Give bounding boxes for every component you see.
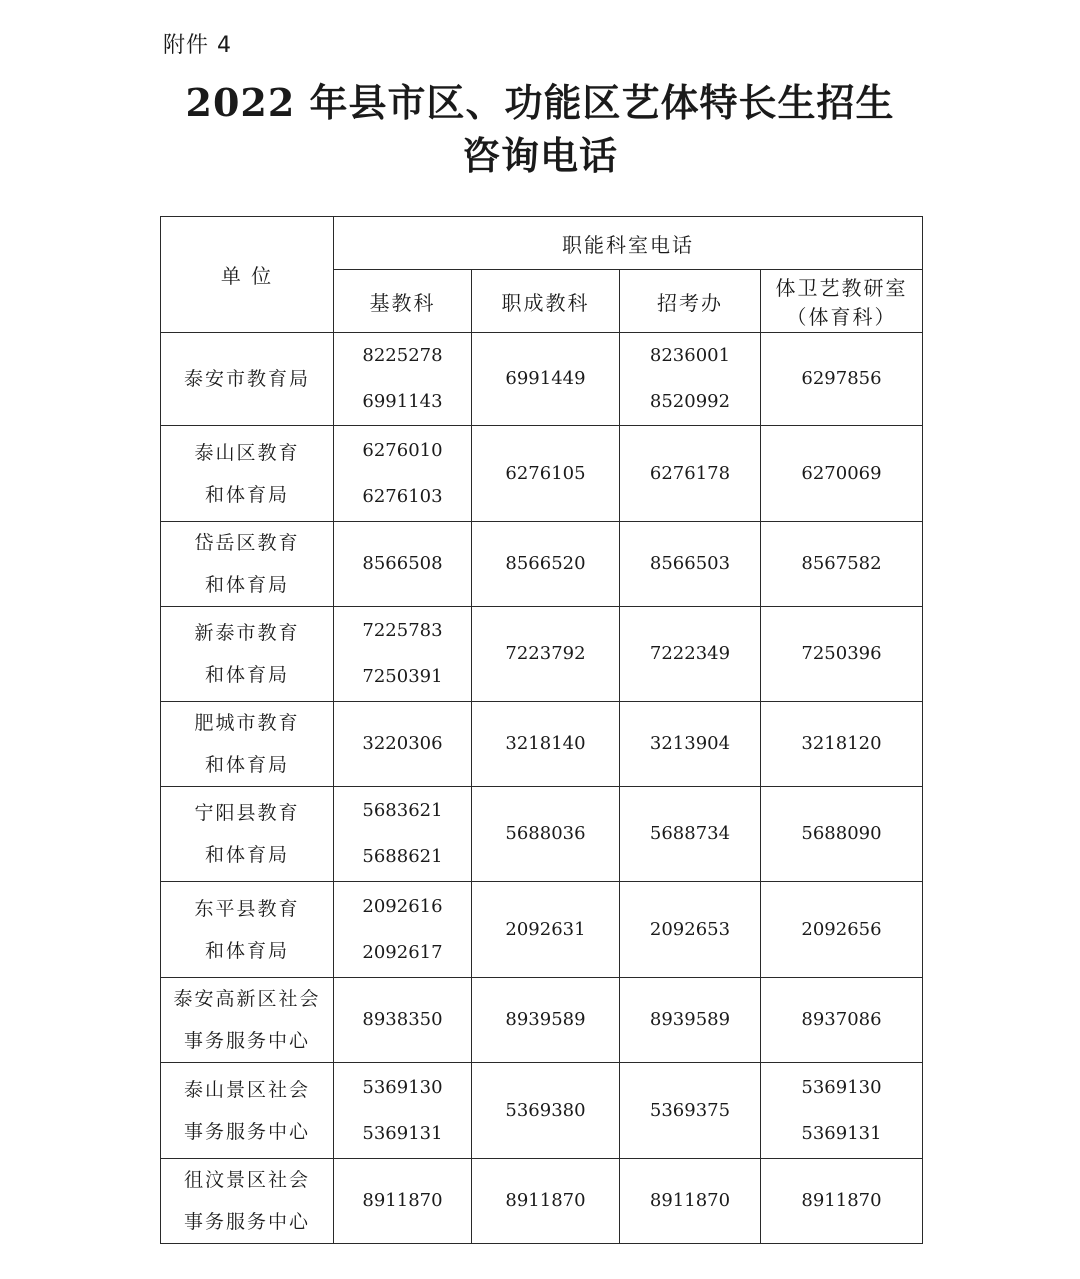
phone-cell-zkb	[620, 978, 761, 1063]
phone-cell-twy	[761, 607, 923, 702]
phone-cell-zcjk	[472, 882, 620, 978]
unit-name-line: 和体育局	[204, 664, 289, 686]
phone-number: 3218120	[801, 733, 882, 754]
phone-cell-zcjk	[472, 1063, 620, 1159]
phone-number: 5688621	[362, 846, 443, 867]
unit-name-line: 新泰市教育	[194, 622, 300, 644]
document-title-line-1: 2022 年县市区、功能区艺体特长生招生	[185, 80, 895, 125]
phone-number: 5683621	[362, 800, 443, 821]
phone-number: 8225278	[362, 345, 443, 366]
phone-number: 5369131	[801, 1122, 882, 1144]
unit-cell	[161, 702, 334, 787]
phone-number: 2092616	[362, 895, 443, 917]
column-header-zcjk: 职成教科	[472, 270, 620, 333]
phone-number: 5688734	[649, 823, 731, 844]
phone-cell-jjk	[334, 426, 472, 522]
unit-name-line: 和体育局	[204, 939, 289, 962]
phone-cell-twy	[761, 787, 923, 882]
phone-cell-twy	[761, 1063, 923, 1159]
phone-cell-twy	[761, 426, 923, 522]
table-row	[161, 607, 923, 702]
table-row	[161, 978, 923, 1063]
phone-cell-twy	[761, 882, 923, 978]
phone-number: 6270069	[801, 462, 882, 484]
phone-number: 5369375	[649, 1099, 731, 1121]
phone-number: 5369131	[362, 1122, 443, 1144]
contact-table	[160, 216, 923, 1244]
table-row	[161, 1159, 923, 1244]
unit-name-line: 宁阳县教育	[194, 802, 300, 824]
phone-number: 5688090	[801, 823, 882, 844]
phone-cell-zcjk	[472, 333, 620, 426]
table-row	[161, 522, 923, 607]
phone-cell-zcjk	[472, 978, 620, 1063]
unit-name-line: 和体育局	[204, 754, 289, 776]
column-header-twy-line2: （体育科）	[786, 305, 897, 329]
table-row	[161, 426, 923, 522]
phone-cell-jjk	[334, 333, 472, 426]
unit-name-line: 泰山区教育	[194, 441, 300, 464]
phone-cell-jjk	[334, 882, 472, 978]
phone-number: 3220306	[362, 733, 443, 754]
phone-cell-zcjk	[472, 607, 620, 702]
unit-name-line: 和体育局	[204, 844, 289, 866]
phone-number: 8938350	[362, 1009, 443, 1030]
unit-name-line: 和体育局	[204, 574, 289, 596]
phone-number: 7225783	[362, 620, 443, 641]
unit-cell	[161, 607, 334, 702]
table-row	[161, 882, 923, 978]
phone-number: 6276178	[649, 462, 731, 484]
phone-number: 8911870	[505, 1190, 586, 1211]
unit-cell	[161, 1063, 334, 1159]
phone-number: 8567582	[801, 553, 882, 574]
phone-cell-zcjk	[472, 426, 620, 522]
table-body	[161, 333, 923, 1244]
phone-cell-jjk	[334, 787, 472, 882]
phone-number: 8520992	[649, 391, 731, 412]
phone-cell-zkb	[620, 702, 761, 787]
phone-cell-zkb	[620, 607, 761, 702]
unit-name-line: 泰山景区社会	[183, 1078, 310, 1101]
phone-cell-zkb	[620, 426, 761, 522]
phone-cell-jjk	[334, 1159, 472, 1244]
phone-cell-jjk	[334, 702, 472, 787]
phone-number: 8566508	[362, 553, 443, 574]
unit-name-line: 泰安市教育局	[183, 368, 310, 390]
phone-cell-zcjk	[472, 1159, 620, 1244]
phone-cell-zkb	[620, 1159, 761, 1244]
phone-number: 6276103	[362, 485, 443, 507]
phone-number: 6297856	[801, 368, 882, 389]
phone-cell-zkb	[620, 1063, 761, 1159]
phone-number: 2092656	[801, 918, 882, 940]
phone-number: 2092653	[649, 918, 731, 940]
phone-number: 6991449	[505, 368, 586, 389]
unit-name-line: 岱岳区教育	[194, 532, 300, 554]
unit-name-line: 东平县教育	[194, 897, 300, 920]
phone-number: 5369130	[362, 1076, 443, 1098]
column-header-twy-line1: 体卫艺教研室	[775, 276, 908, 300]
phone-cell-jjk	[334, 607, 472, 702]
phone-cell-jjk	[334, 1063, 472, 1159]
attachment-label: 附件 4	[163, 33, 232, 58]
table-row	[161, 1063, 923, 1159]
phone-number: 2092631	[505, 918, 586, 940]
phone-number: 6276010	[362, 439, 443, 461]
phone-cell-zcjk	[472, 702, 620, 787]
phone-number: 5369380	[505, 1099, 586, 1121]
phone-cell-zkb	[620, 882, 761, 978]
unit-cell	[161, 882, 334, 978]
phone-cell-zkb	[620, 787, 761, 882]
unit-cell	[161, 426, 334, 522]
phone-number: 8566520	[505, 553, 586, 574]
phone-number: 8939589	[649, 1009, 731, 1030]
unit-cell	[161, 978, 334, 1063]
group-header: 职能科室电话	[334, 217, 923, 270]
phone-cell-zcjk	[472, 787, 620, 882]
unit-name-line: 和体育局	[204, 483, 289, 506]
phone-number: 7250396	[801, 643, 882, 664]
phone-cell-jjk	[334, 978, 472, 1063]
unit-name-line: 事务服务中心	[183, 1211, 310, 1233]
phone-cell-jjk	[334, 522, 472, 607]
phone-cell-twy	[761, 333, 923, 426]
phone-number: 8911870	[801, 1190, 882, 1211]
phone-number: 6276105	[505, 462, 586, 484]
unit-cell	[161, 1159, 334, 1244]
phone-cell-twy	[761, 978, 923, 1063]
unit-cell	[161, 333, 334, 426]
unit-cell	[161, 522, 334, 607]
unit-name-line: 泰安高新区社会	[173, 988, 321, 1010]
unit-name-line: 事务服务中心	[183, 1120, 310, 1143]
column-header-twy	[761, 270, 923, 333]
phone-number: 7250391	[362, 666, 443, 687]
phone-cell-twy	[761, 522, 923, 607]
table-row	[161, 702, 923, 787]
table-row	[161, 787, 923, 882]
unit-name-line: 事务服务中心	[183, 1030, 310, 1052]
phone-cell-twy	[761, 702, 923, 787]
phone-number: 8937086	[801, 1009, 882, 1030]
column-header-jjk: 基教科	[334, 270, 472, 333]
phone-cell-zcjk	[472, 522, 620, 607]
phone-number: 7222349	[649, 643, 731, 664]
phone-number: 3218140	[505, 733, 586, 754]
phone-number: 5688036	[505, 823, 586, 844]
phone-number: 8939589	[505, 1009, 586, 1030]
unit-header: 单 位	[161, 217, 334, 333]
phone-cell-zkb	[620, 522, 761, 607]
phone-number: 8566503	[649, 553, 731, 574]
phone-number: 6991143	[362, 391, 443, 412]
phone-number: 7223792	[505, 643, 586, 664]
phone-number: 5369130	[801, 1076, 882, 1098]
phone-number: 8236001	[649, 345, 731, 366]
table-row	[161, 333, 923, 426]
unit-name-line: 肥城市教育	[194, 712, 300, 734]
unit-name-line: 徂汶景区社会	[183, 1169, 310, 1191]
column-header-zkb: 招考办	[620, 270, 761, 333]
phone-number: 3213904	[649, 733, 731, 754]
document-title-line-2: 咨询电话	[461, 133, 618, 178]
phone-number: 8911870	[362, 1190, 443, 1211]
phone-number: 8911870	[649, 1190, 731, 1211]
phone-number: 2092617	[362, 941, 443, 963]
phone-cell-twy	[761, 1159, 923, 1244]
phone-cell-zkb	[620, 333, 761, 426]
unit-cell	[161, 787, 334, 882]
